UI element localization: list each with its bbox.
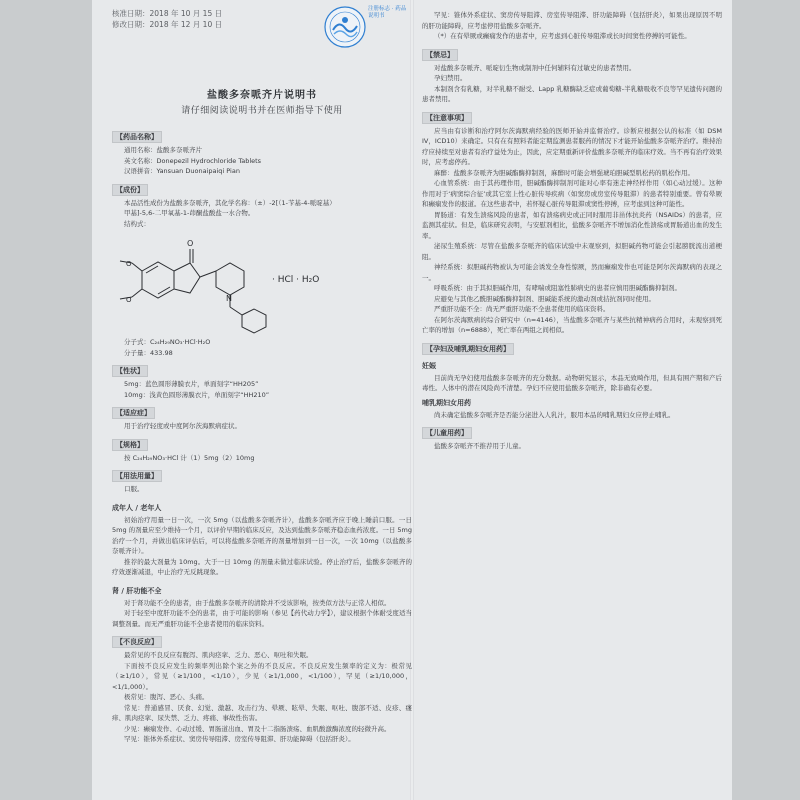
subsection-pregnancy: 妊娠 (422, 361, 436, 370)
strength-lines (112, 453, 412, 464)
adverse-continued (422, 10, 722, 42)
paragraph: 神经系统：拟胆碱药物被认为可能会诱发全身性惊厥，然而癫痫发作也可能是阿尔茨海默病的表现之一。 (422, 263, 722, 282)
paragraph: 极常见：腹泻、恶心、头痛。 (124, 693, 209, 701)
svg-text:O: O (187, 239, 194, 248)
salt-hydrate-label: · HCl · H₂O (272, 275, 320, 285)
paragraph: 罕见：锥体外系症状、窦房传导阻滞、房室传导阻滞、肝功能障碍（包括肝炎）。 (124, 735, 355, 743)
section-adverse-reactions: 【不良反应】 (112, 636, 162, 648)
pregnancy-paragraphs (422, 373, 722, 394)
section-indications: 【适应症】 (112, 407, 155, 419)
text-line: 汉语拼音：Yansuan Duonaipaiqi Pian (124, 167, 240, 175)
section-pregnancy: 【孕妇及哺乳期妇女用药】 (422, 343, 514, 355)
paragraph: 本制剂含有乳糖，对半乳糖不耐受、Lapp 乳糖酶缺乏症或葡萄糖-半乳糖吸收不良等罕见遗传问题的患者禁用。 (422, 84, 722, 103)
paragraph: 应避免与其他乙酰胆碱酯酶抑制剂、胆碱能系统的激动剂或拮抗剂同时使用。 (434, 294, 655, 303)
paragraph: 呼吸系统：由于其拟胆碱作用，有哮喘或阻塞性肺病史的患者应慎用胆碱酯酶抑制剂。 (434, 284, 681, 292)
text-line: 通用名称：盐酸多奈哌齐片 (124, 146, 202, 154)
section-description: 【性状】 (112, 365, 148, 377)
text-line: 口服。 (124, 485, 144, 493)
paragraph: 对于肾功能不全的患者，由于盐酸多奈哌齐的清除并不受该影响，按类似方法与正常人相似。 (124, 598, 391, 607)
text-line: 结构式： (124, 219, 150, 228)
text-line: 本品活性成份为盐酸多奈哌齐，其化学名称：（±）-2[（1-苄基-4-哌啶基） (124, 198, 336, 207)
subsection-lactation: 哺乳期妇女用药 (422, 398, 471, 407)
paragraph: 对盐酸多奈哌齐、哌啶衍生物或制剂中任何辅料有过敏史的患者禁用。 (434, 63, 636, 72)
doc-subtitle: 请仔细阅读说明书并在医师指导下使用 (181, 106, 343, 116)
text-line: 分子式：C₂₄H₂₉NO₃·HCl·H₂O (124, 338, 211, 346)
meta-block (112, 8, 412, 30)
composition-lines (112, 198, 412, 230)
paragraph: 下面按不良反应发生的频率列出除个案之外的不良反应。不良反应发生频率的定义为：极常见（≥1/10），常见（≥1/100，<1/10），少见（≥1/1,000，<1/100），罕见（≥1/10,000，<1/1,000）。 (112, 661, 412, 691)
paragraph: 少见：癫痫发作、心动过缓、胃肠道出血、胃及十二指肠溃疡、血肌酸激酶浓度的轻微升高。 (124, 724, 391, 733)
left-column (112, 0, 412, 800)
svg-text:O: O (126, 260, 132, 268)
adverse-paragraphs (112, 650, 412, 745)
text-line: 10mg：浅黄色圆形薄膜衣片，单面刻字“HH210” (124, 390, 270, 399)
text-line: 5mg：蓝色圆形薄膜衣片，单面刻字“HH205” (124, 380, 259, 388)
doc-title: 盐酸多奈哌齐片说明书 (207, 90, 317, 101)
paragraph: 常见：普通感冒、厌食、幻觉、激越、攻击行为、晕厥、眩晕、失眠、呕吐、腹部不适、皮疹、瘙痒、肌肉痉挛、尿失禁、乏力、疼痛、事故性伤害。 (112, 703, 412, 722)
section-precautions: 【注意事项】 (422, 112, 472, 124)
lactation-paragraphs (422, 410, 722, 421)
paragraph: 应当由有诊断和治疗阿尔茨海默病经验的医师开始并监督治疗。诊断应根据公认的标准（如 DSM IV，ICD10）来确定。只有在有照料者能定期监测患者服药的情况下才能开始盐酸多奈哌齐治疗。维持治疗应持续至对患者有治疗益处为止，因此，应定期重新评价盐酸多奈哌齐的临床疗效。当不再有治疗效果时，应考虑停药。 (422, 126, 722, 166)
paragraph: 心血管系统：由于其药理作用，胆碱酯酶抑制剂可能对心率有迷走神经样作用（如心动过缓）。这种作用对于‘病窦综合征’或其它室上性心脏传导疾病（如窦房或房室传导阻滞）的患者特别重要。曾有晕厥和癫痫发作的报道。在这些患者中，若怀疑心脏传导阻滞或窦性停搏，应考虑到这种可能性。 (422, 179, 722, 208)
section-drug-name: 【药品名称】 (112, 131, 162, 143)
pediatric-lines (422, 441, 722, 452)
renal-paragraphs (112, 598, 412, 630)
text-line: 英文名称：Donepezil Hydrochloride Tablets (124, 156, 262, 165)
svg-text:O: O (126, 296, 132, 304)
dosage-lines (112, 484, 412, 495)
section-pediatric: 【儿童用药】 (422, 427, 472, 439)
section-composition: 【成份】 (112, 184, 148, 196)
paragraph: 严重肝功能不全：尚无严重肝功能不全患者使用的临床资料。 (434, 305, 610, 313)
paragraph: 推荐的最大剂量为 10mg。大于一日 10mg 的剂量未做过临床试验。停止治疗后，盐酸多奈哌齐的疗效逐渐减退，中止治疗无反跳现象。 (112, 557, 412, 576)
paragraph: 孕妇禁用。 (434, 74, 467, 82)
paragraph: 对于轻至中度肝功能不全的患者，由于可能的影响（参见【药代动力学】），建议根据个体耐受度适当调整剂量。而无严重肝功能不全患者使用的临床资料。 (112, 609, 412, 628)
paragraph: 最常见的不良反应有腹泻、肌肉痉挛、乏力、恶心、呕吐和失眠。 (124, 651, 313, 659)
section-strength: 【规格】 (112, 439, 148, 451)
text-line: 用于治疗轻度或中度阿尔茨海默病症状。 (124, 422, 241, 430)
paragraph: 盐酸多奈哌齐不推荐用于儿童。 (434, 442, 525, 450)
indication-lines (112, 421, 412, 432)
paragraph: 尚未确定盐酸多奈哌齐是否能分泌进入人乳汁，服用本品的哺乳期妇女应停止哺乳。 (434, 410, 675, 419)
structure-drawing (112, 231, 272, 335)
paragraph: 初始治疗用量一日一次，一次 5mg（以盐酸多奈哌齐计），盐酸多奈哌齐应于晚上睡前口服。一日 5mg 的剂量应至少维持一个月，以评价早期的临床反应，及达到盐酸多奈哌齐稳态血药浓度。一日 5mg 治疗一个月，并做出临床评估后，可以将盐酸多奈哌齐的剂量增加到一日一次，一次 10mg（以盐酸多奈哌齐计）。 (112, 515, 412, 555)
paragraph: 麻醉：盐酸多奈哌齐为胆碱酯酶抑制剂，麻醉时可能会增强琥珀胆碱型肌松药的肌松作用。 (434, 168, 694, 177)
text-line: 分子量：433.98 (124, 348, 173, 357)
text-line: 按 C₂₄H₂₉NO₃·HCl 计（1）5mg（2）10mg (124, 453, 255, 462)
paragraph: （*）在有晕厥或癫痫发作的患者中，应考虑到心脏传导阻滞或长时间窦性停搏的可能性。 (434, 32, 691, 40)
right-column (422, 0, 722, 800)
paragraph: 胃肠道：有发生溃疡风险的患者，如有溃疡病史或正同时服用非甾体抗炎药（NSAIDs）的患者，应监测其症状。但是，临床研究表明，与安慰剂相比，盐酸多奈哌齐不增加消化性溃疡或胃肠道出血的发生率。 (422, 210, 722, 240)
subsection-adult: 成年人 / 老年人 (112, 503, 162, 512)
structural-formula (112, 231, 412, 335)
section-contraindications: 【禁忌】 (422, 49, 458, 61)
svg-text:N: N (226, 294, 232, 303)
contraindication-lines (422, 63, 722, 105)
precaution-paragraphs (422, 126, 722, 336)
paragraph: 罕见：锥体外系症状、窦房传导阻滞、房室传导阻滞、肝功能障碍（包括肝炎），如果出现原因不明的肝功能障碍，应考虑停用盐酸多奈哌齐。 (422, 11, 722, 30)
revise-date: 修改日期：2018 年 12 月 10 日 (112, 20, 223, 29)
paragraph: 泌尿生殖系统：尽管在盐酸多奈哌齐的临床试验中未观察到，拟胆碱药物可能会引起膀胱流出道梗阻。 (422, 242, 722, 261)
adult-paragraphs (112, 515, 412, 578)
paragraph: 目前尚无孕妇使用盐酸多奈哌齐的充分数据。动物研究显示，本品无致畸作用，但具有围产期和产后毒性。人体中的潜在风险尚不清楚。孕妇不应使用盐酸多奈哌齐，除非确有必要。 (422, 373, 722, 392)
paragraph: 在阿尔茨海默病的综合研究中（n=4146），当盐酸多奈哌齐与某些抗精神病药合用时，未观察到死亡率的增加（n=6888），死亡率在两组之间相似。 (422, 315, 722, 334)
leaflet-sheet (92, 0, 732, 800)
description-lines (112, 379, 412, 400)
seal-logo-text: 注册标志 · 药品说明书 (368, 6, 407, 19)
subsection-renal-hepatic: 肾 / 肝功能不全 (112, 586, 162, 595)
approve-date: 核准日期：2018 年 10 月 15 日 (112, 9, 223, 18)
drug-name-lines (112, 145, 412, 177)
section-dosage: 【用法用量】 (112, 470, 162, 482)
text-line: 甲基]-5,6-二甲氧基-1-茚酮盐酸盐一水合物。 (124, 209, 255, 217)
molecular-lines (112, 337, 412, 358)
